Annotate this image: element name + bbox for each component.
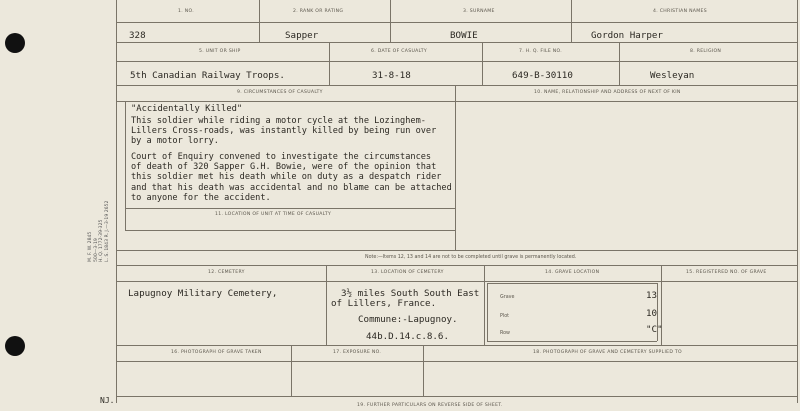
form-border-right — [797, 0, 798, 403]
header-rank: 2. RANK OR RATING — [293, 9, 344, 14]
header-registered-no: 15. REGISTERED NO. OF GRAVE — [686, 270, 767, 275]
label-row: Row — [500, 331, 510, 336]
circumstance-title: "Accidentally Killed" — [131, 104, 243, 114]
printer-marks: M. F. W. 2845 500—3-19 H. Q. 1772-39-325 L. S. 1843 R. J.—3-19 2652 — [88, 200, 110, 262]
header-circumstances: 9. CIRCUMSTANCES OF CASUALTY — [237, 90, 323, 95]
header-surname: 3. SURNAME — [463, 9, 495, 14]
header-cemetery-location: 13. LOCATION OF CEMETERY — [371, 270, 444, 275]
punch-hole-bottom — [5, 336, 25, 356]
header-photo-supplied: 18. PHOTOGRAPH OF GRAVE AND CEMETERY SUPPLIED TO — [533, 350, 682, 355]
value-no: 328 — [129, 30, 146, 41]
value-rank: Sapper — [285, 30, 319, 41]
header-next-of-kin: 10. NAME, RELATIONSHIP AND ADDRESS OF NEXT OF KIN — [534, 90, 681, 95]
header-hq-file: 7. H. Q. FILE NO. — [519, 49, 563, 54]
label-plot: Plot — [500, 314, 510, 319]
header-grave-location: 14. GRAVE LOCATION — [545, 270, 600, 275]
value-religion: Wesleyan — [650, 70, 695, 81]
circumstance-paragraph-2: Court of Enquiry convened to investigate the circumstances of death of 320 Sapper G.H. Bowie, were of the opinion that this soldier met his death while on duty as a despatch rider and that his death was accidental and no blame can be attached to anyone for the accident. — [131, 152, 452, 203]
header-cemetery: 12. CEMETERY — [208, 270, 245, 275]
header-christian-names: 4. CHRISTIAN NAMES — [653, 9, 707, 14]
header-no: 1. NO. — [178, 9, 194, 14]
header-location-at-time: 11. LOCATION OF UNIT AT TIME OF CASUALTY — [215, 212, 332, 217]
value-cemetery: Lapugnoy Military Cemetery, — [128, 288, 278, 299]
value-plot: 10 — [646, 308, 658, 319]
header-religion: 8. RELIGION — [690, 49, 722, 54]
value-hq-file: 649-B-30110 — [512, 70, 573, 81]
clerk-initials: NJ. — [100, 396, 115, 405]
value-surname: BOWIE — [450, 30, 478, 41]
header-photo-taken: 16. PHOTOGRAPH OF GRAVE TAKEN — [171, 350, 262, 355]
value-cemetery-location-1: 3½ miles South South East — [341, 288, 480, 299]
value-christian-names: Gordon Harper — [591, 30, 663, 41]
value-row: "C" — [646, 324, 663, 335]
value-commune: Commune:-Lapugnoy. — [358, 314, 458, 325]
value-date: 31-8-18 — [372, 70, 411, 81]
header-date: 6. DATE OF CASUALTY — [371, 49, 427, 54]
header-unit: 5. UNIT OR SHIP — [199, 49, 241, 54]
value-cemetery-location-2: of Lillers, France. — [331, 298, 437, 309]
label-grave: Grave — [500, 295, 515, 300]
note-text: Note:—Items 12, 13 and 14 are not to be completed until grave is permanently located. — [365, 255, 577, 260]
value-unit: 5th Canadian Railway Troops. — [130, 70, 285, 81]
value-grave: 13 — [646, 290, 658, 301]
header-further-particulars: 19. FURTHER PARTICULARS ON REVERSE SIDE OF SHEET. — [357, 403, 503, 408]
circumstance-paragraph-1: This soldier while riding a motor cycle at the Lozinghem- Lillers Cross-roads, was instantly killed by being run over by a motor lorry. — [131, 116, 437, 147]
header-exposure-no: 17. EXPOSURE NO. — [333, 350, 382, 355]
value-map-reference: 44b.D.14.c.8.6. — [366, 331, 449, 342]
punch-hole-top — [5, 33, 25, 53]
